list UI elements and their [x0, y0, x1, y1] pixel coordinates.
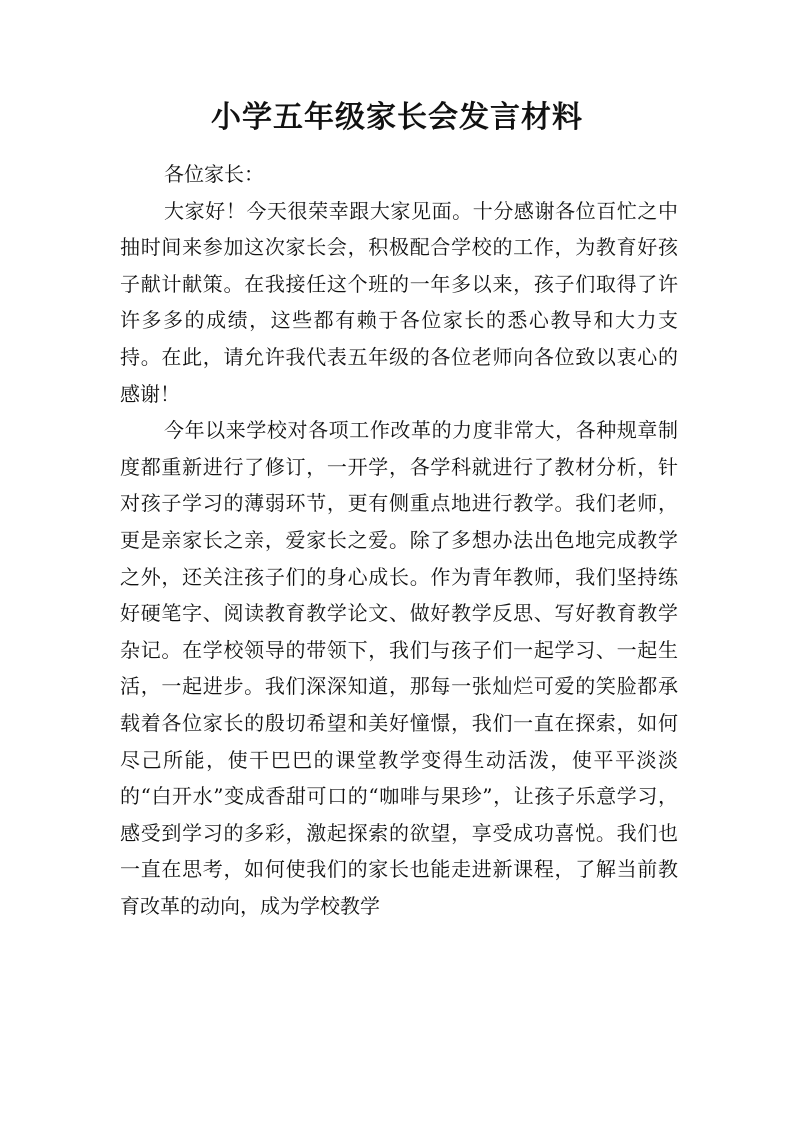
paragraph-greeting: 大家好！今天很荣幸跟大家见面。十分感谢各位百忙之中抽时间来参加这次家长会，积极配合学校的工作，为教育好孩子献计献策。在我接任这个班的一年多以来，孩子们取得了许许多多的成绩，这些都有赖于各位家长的悉心教导和大力支持。在此，请允许我代表五年级的各位老师向各位致以衷心的感谢！	[120, 198, 678, 406]
document-body	[120, 156, 678, 924]
salutation: 各位家长：	[164, 162, 264, 186]
paragraph-school-reform: 今年以来学校对各项工作改革的力度非常大，各种规章制度都重新进行了修订，一开学，各学科就进行了教材分析，针对孩子学习的薄弱环节，更有侧重点地进行教学。我们老师，更是亲家长之亲，爱家长之爱。除了多想办法出色地完成教学之外，还关注孩子们的身心成长。作为青年教师，我们坚持练好硬笔字、阅读教育教学论文、做好教学反思、写好教育教学杂记。在学校领导的带领下，我们与孩子们一起学习、一起生活，一起进步。我们深深知道，那每一张灿烂可爱的笑脸都承载着各位家长的殷切希望和美好憧憬，我们一直在探索，如何尽己所能，使干巴巴的课堂教学变得生动活泼，使平平淡淡的“白开水”变成香甜可口的“咖啡与果珍”，让孩子乐意学习，感受到学习的多彩，激起探索的欲望，享受成功喜悦。我们也一直在思考，如何使我们的家长也能走进新课程，了解当前教育改革的动向，成为学校教学	[120, 418, 678, 918]
document-title: 小学五年级家长会发言材料	[211, 100, 583, 135]
